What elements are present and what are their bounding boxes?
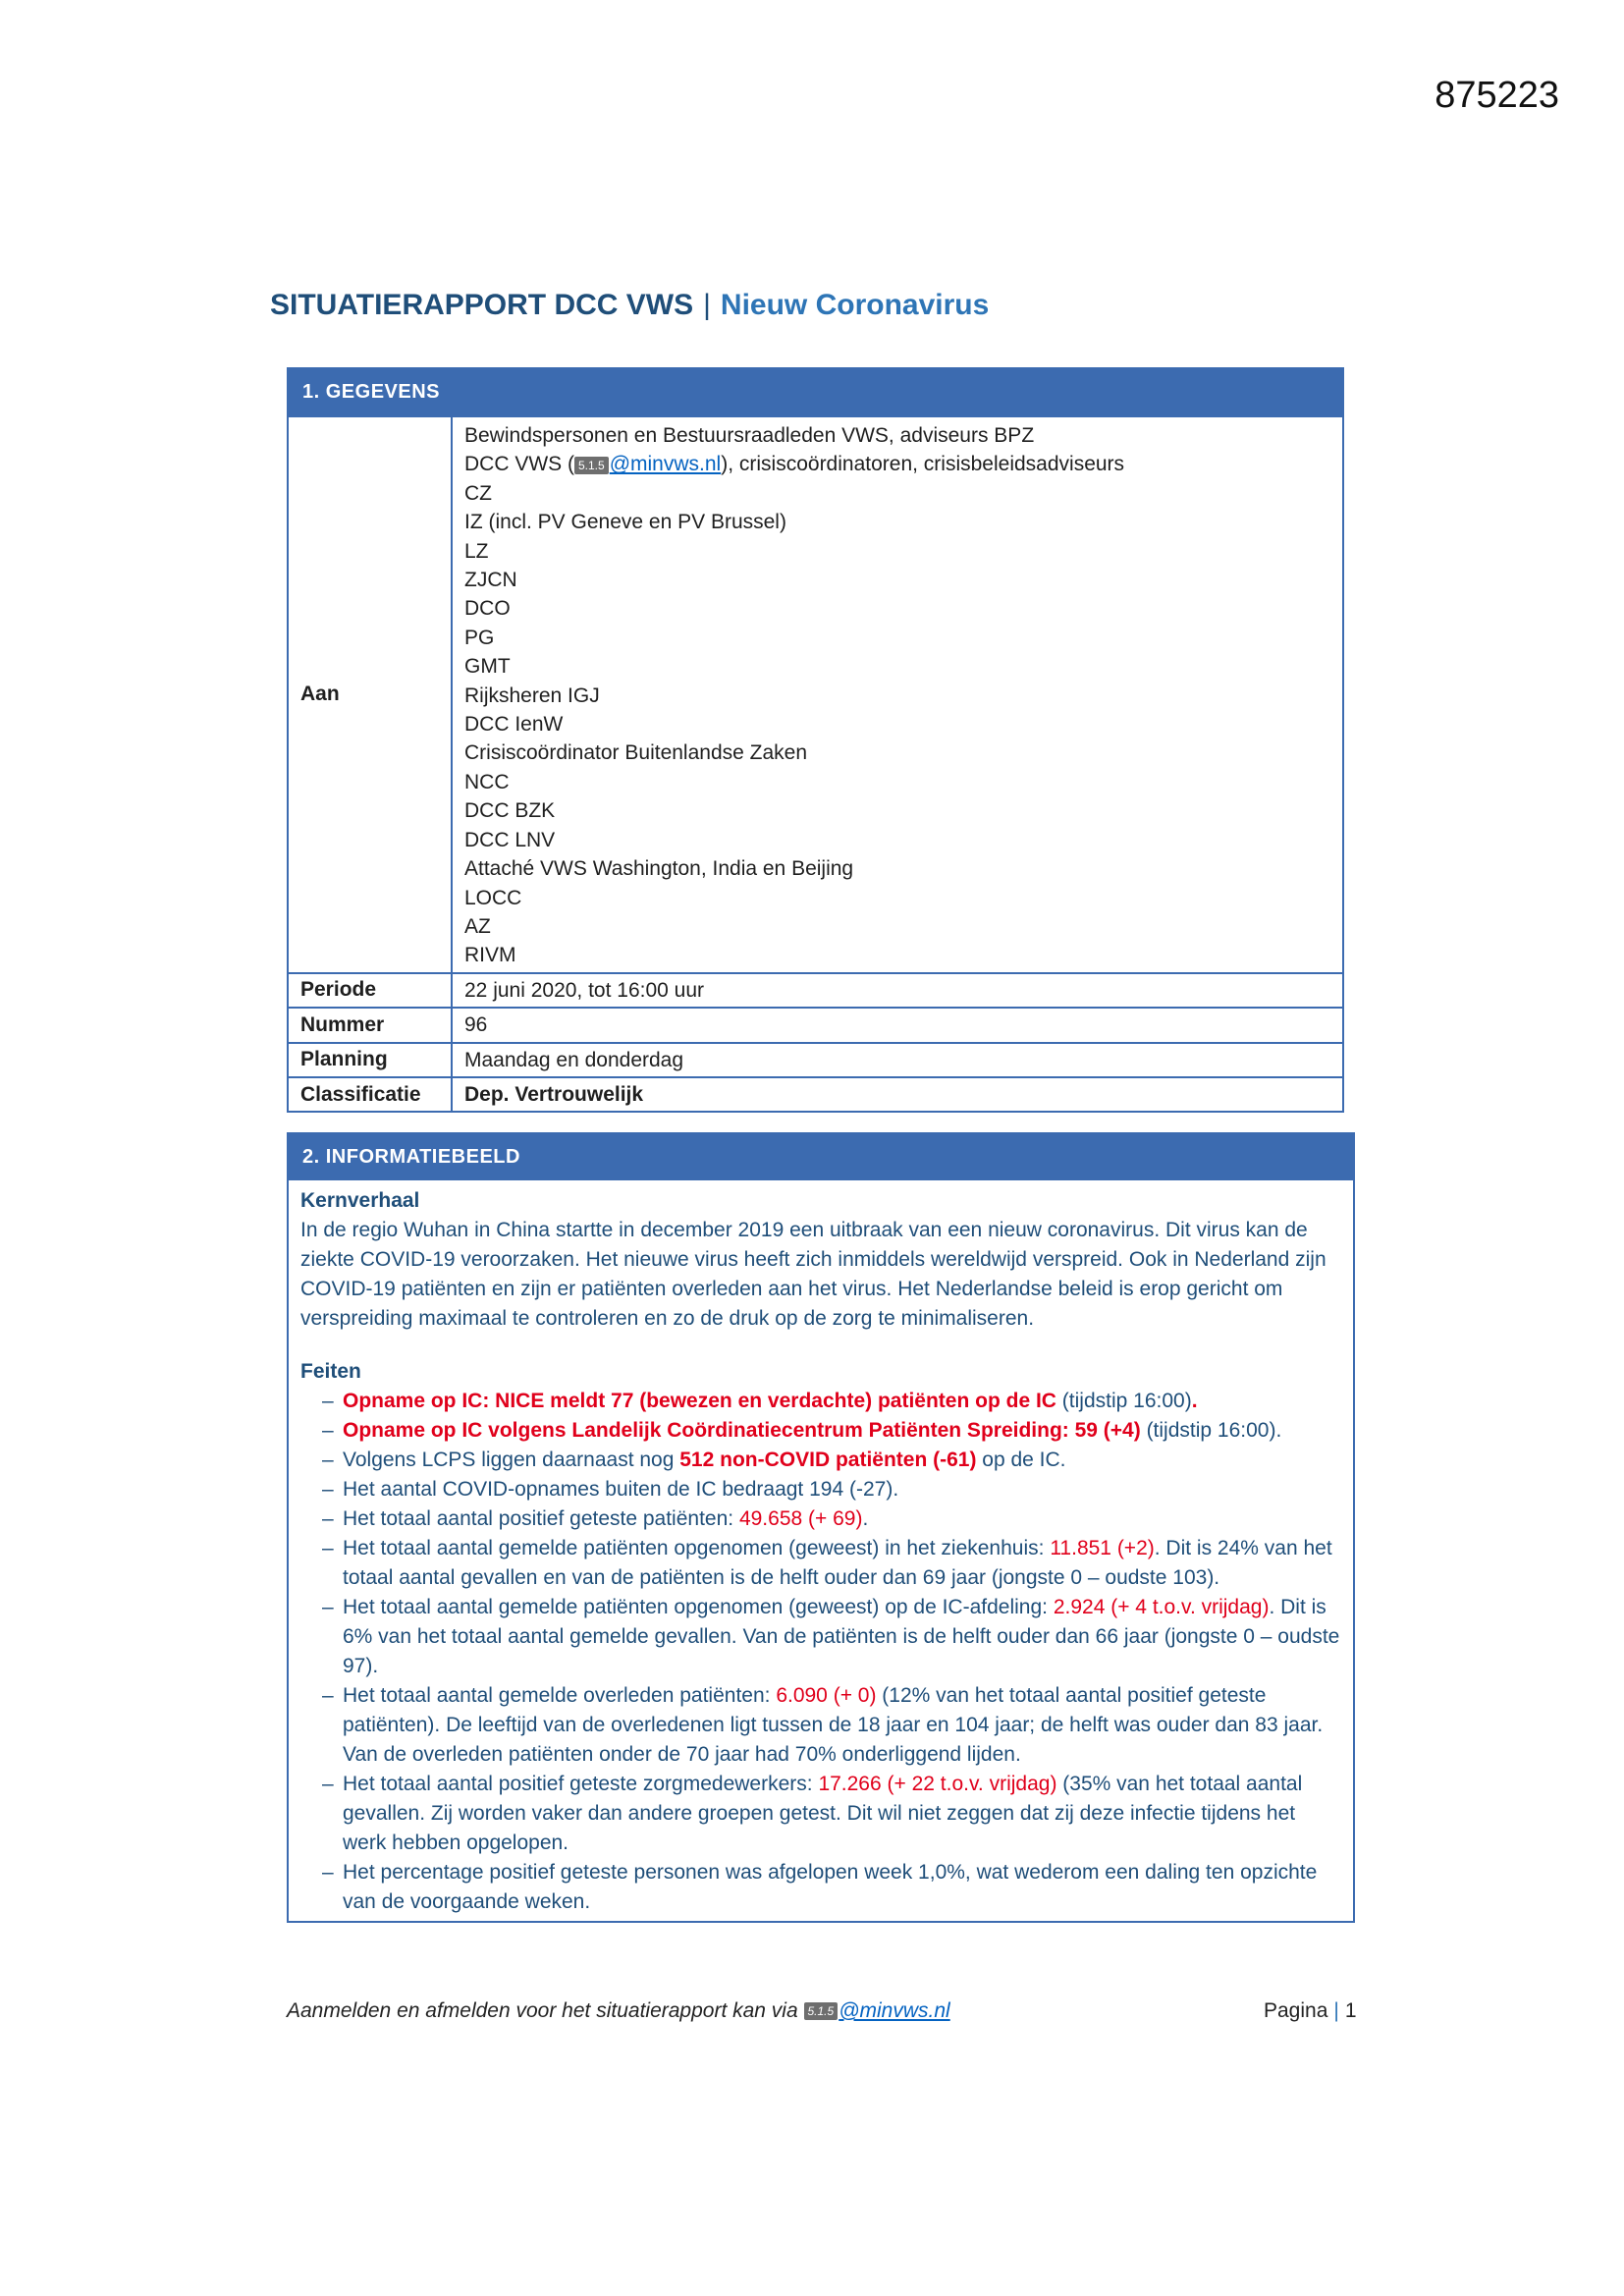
- fact-text: (tijdstip 16:00): [1056, 1390, 1192, 1412]
- recipient: DCC LNV: [464, 828, 556, 851]
- fact-text: Het totaal aantal gemelde patiënten opgenomen (geweest) op de IC-afdeling:: [343, 1596, 1054, 1618]
- redaction-mark: 5.1.5: [574, 457, 609, 474]
- list-item: [300, 1534, 1341, 1593]
- dcc-email-link[interactable]: @minvws.nl: [609, 453, 722, 476]
- informatiebeeld-section: [287, 1132, 1355, 1923]
- gegevens-heading: 1. GEGEVENS: [288, 368, 1343, 416]
- dash-marker: –: [322, 1537, 334, 1559]
- kernverhaal-text: In de regio Wuhan in China startte in december 2019 een uitbraak van een nieuw coronavirus. Dit virus kan de ziekte COVID-19 veroorzaken. Het nieuwe virus heeft zich inmiddels wereldwijd verspreid. Ook in Nederland zijn COVID-19 patiënten en zijn er patiënten overleden aan het virus. Het Nederlandse beleid is erop gericht om verspreiding maximaal te controleren en zo de druk op de zorg te minimaliseren.: [300, 1219, 1326, 1330]
- aan-label: Aan: [288, 416, 452, 973]
- list-item: [300, 1858, 1341, 1917]
- fact-text: Opname op IC volgens Landelijk Coördinatiecentrum Patiënten Spreiding: 59 (+4): [343, 1419, 1141, 1442]
- title-subtitle: Nieuw Coronavirus: [720, 289, 990, 321]
- footer-note: [287, 1999, 950, 2023]
- gegevens-table: [287, 367, 1344, 1113]
- fact-text: . Dit is 24% van het totaal aantal gevallen en van de patiënten is de helft ouder dan 69 jaar (jongste 0 – oudste 103).: [343, 1537, 1332, 1589]
- list-item: [300, 1475, 1341, 1504]
- fact-text: (tijdstip 16:00).: [1140, 1419, 1282, 1442]
- list-item: [300, 1446, 1341, 1475]
- fact-text: Het totaal aantal gemelde patiënten opgenomen (geweest) in het ziekenhuis:: [343, 1537, 1051, 1559]
- page-separator: |: [1333, 1999, 1339, 2022]
- nummer-label: Nummer: [288, 1008, 452, 1042]
- recipient: PG: [464, 626, 495, 649]
- recipients-list: [452, 416, 1343, 973]
- recipient: DCC VWS: [464, 453, 563, 476]
- recipient: LZ: [464, 539, 489, 563]
- title-separator: |: [703, 289, 711, 321]
- recipient: CZ: [464, 481, 492, 505]
- fact-text: op de IC.: [976, 1449, 1066, 1471]
- fact-text: Het totaal aantal positief geteste patiënten:: [343, 1507, 739, 1530]
- list-item: [300, 1387, 1341, 1416]
- dash-marker: –: [322, 1478, 334, 1501]
- recipient: Crisiscoördinator Buitenlandse Zaken: [464, 741, 808, 765]
- table-row: [288, 1008, 1343, 1042]
- recipient: RIVM: [464, 944, 516, 967]
- fact-text: .: [1191, 1390, 1198, 1412]
- fact-text: Opname op IC: NICE meldt 77 (bewezen en verdachte) patiënten op de IC: [343, 1390, 1056, 1412]
- recipient: Attaché VWS Washington, India en Beijing: [464, 857, 854, 881]
- recipient: Bewindspersonen en Bestuursraadleden VWS, adviseurs BPZ: [464, 424, 1035, 447]
- classificatie-value: Dep. Vertrouwelijk: [452, 1077, 1343, 1112]
- feiten-label: Feiten: [300, 1360, 361, 1383]
- redaction-mark: 5.1.5: [804, 2002, 839, 2020]
- planning-value: Maandag en donderdag: [452, 1043, 1343, 1077]
- fact-text: Het aantal COVID-opnames buiten de IC bedraagt 194 (-27).: [343, 1478, 899, 1501]
- list-item: [300, 1681, 1341, 1770]
- dash-marker: –: [322, 1390, 334, 1412]
- fact-value: 49.658 (+ 69): [738, 1507, 863, 1530]
- recipient: DCO: [464, 597, 511, 621]
- planning-label: Planning: [288, 1043, 452, 1077]
- recipient: Rijksheren IGJ: [464, 683, 600, 707]
- recipient-dcc-vws: DCC VWS ( 5.1.5 @minvws.nl), crisiscoördinatoren, crisisbeleidsadviseurs: [464, 453, 1125, 476]
- fact-value: 17.266 (+ 22 t.o.v. vrijdag): [818, 1773, 1057, 1795]
- fact-text: (35% van het totaal aantal gevallen. Zij worden vaker dan andere groepen getest. Dit wil niet zeggen dat zij deze infectie tijdens het werk hebben opgelopen.: [343, 1773, 1303, 1854]
- table-row: [288, 1043, 1343, 1077]
- fact-text: Het totaal aantal positief geteste zorgmedewerkers:: [343, 1773, 819, 1795]
- footer-email-link[interactable]: @minvws.nl: [839, 1999, 950, 2022]
- classificatie-label: Classificatie: [288, 1077, 452, 1112]
- recipient: LOCC: [464, 886, 522, 909]
- page-number-value: 1: [1344, 1999, 1357, 2022]
- dash-marker: –: [322, 1861, 334, 1884]
- fact-text: Volgens LCPS liggen daarnaast nog: [343, 1449, 680, 1471]
- recipient: AZ: [464, 914, 491, 938]
- dash-marker: –: [322, 1507, 334, 1530]
- fact-text: 512 non-COVID patiënten (-61): [679, 1449, 977, 1471]
- fact-value: 11.851 (+2): [1050, 1537, 1155, 1559]
- recipient: IZ (incl. PV Geneve en PV Brussel): [464, 511, 786, 534]
- fact-text: . Dit is 6% van het totaal aantal gemelde gevallen. Van de patiënten is de helft ouder dan 66 jaar (jongste 0 – oudste 97).: [343, 1596, 1340, 1677]
- fact-text: Het percentage positief geteste personen was afgelopen week 1,0%, wat wederom een daling ten opzichte van de voorgaande weken.: [343, 1861, 1318, 1913]
- kernverhaal-label: Kernverhaal: [300, 1189, 420, 1212]
- fact-value: 2.924 (+ 4 t.o.v. vrijdag): [1053, 1596, 1270, 1618]
- list-item: [300, 1770, 1341, 1858]
- table-row: [288, 1077, 1343, 1112]
- recipient: ZJCN: [464, 569, 517, 592]
- periode-value: 22 juni 2020, tot 16:00 uur: [452, 973, 1343, 1008]
- dash-marker: –: [322, 1449, 334, 1471]
- document-number: 875223: [1435, 75, 1559, 116]
- page-title: [270, 289, 989, 322]
- dash-marker: –: [322, 1596, 334, 1618]
- fact-text: (12% van het totaal aantal positief geteste patiënten). De leeftijd van de overledenen ligt tussen de 18 jaar en 104 jaar; de helft was ouder dan 83 jaar. Van de overleden patiënten onder de 70 jaar had 70% onderliggend lijden.: [343, 1684, 1324, 1766]
- dash-marker: –: [322, 1684, 334, 1707]
- list-item: [300, 1504, 1341, 1534]
- page-number: [1264, 1999, 1357, 2023]
- page-label: Pagina: [1264, 1999, 1328, 2022]
- recipient: GMT: [464, 655, 511, 679]
- list-item: [300, 1416, 1341, 1446]
- list-item: [300, 1593, 1341, 1681]
- fact-value: 6.090 (+ 0): [776, 1684, 877, 1707]
- informatiebeeld-heading: 2. INFORMATIEBEELD: [289, 1134, 1353, 1180]
- recipient: NCC: [464, 770, 510, 793]
- fact-text: .: [862, 1507, 869, 1530]
- dash-marker: –: [322, 1773, 334, 1795]
- feiten-list: [300, 1387, 1341, 1917]
- table-row: [288, 973, 1343, 1008]
- informatiebeeld-body: [289, 1180, 1353, 1921]
- recipient: DCC BZK: [464, 799, 556, 823]
- dash-marker: –: [322, 1419, 334, 1442]
- periode-label: Periode: [288, 973, 452, 1008]
- recipient: DCC IenW: [464, 713, 564, 737]
- fact-text: Het totaal aantal gemelde overleden patiënten:: [343, 1684, 777, 1707]
- footer-note-text: Aanmelden en afmelden voor het situatierapport kan via: [287, 1999, 804, 2022]
- nummer-value: 96: [452, 1008, 1343, 1042]
- title-main: SITUATIERAPPORT DCC VWS: [270, 289, 694, 321]
- recipient-dcc-rest: ), crisiscoördinatoren, crisisbeleidsadviseurs: [721, 453, 1125, 476]
